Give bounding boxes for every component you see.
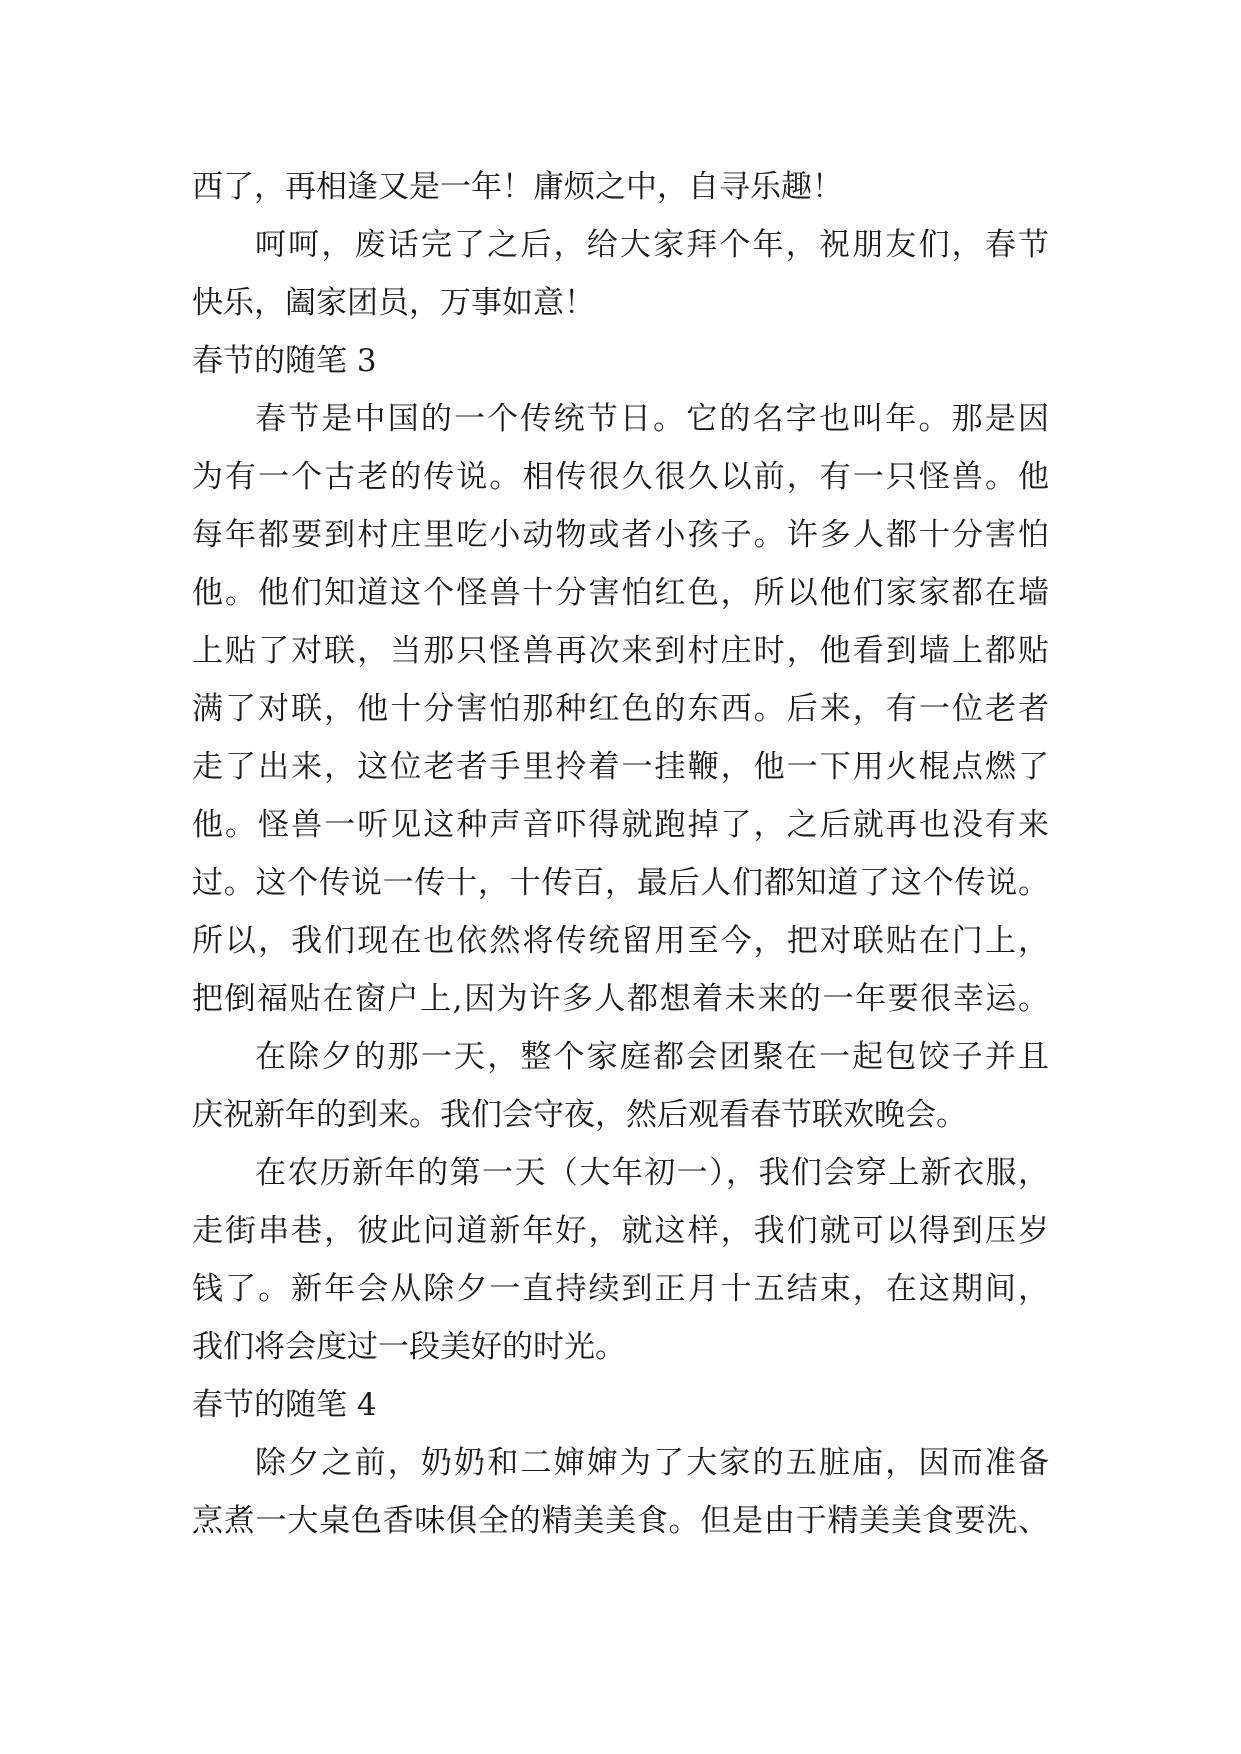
text-line: 我们将会度过一段美好的时光。 (192, 1329, 626, 1365)
paragraph-first-line: 呵呵，废话完了之后，给大家拜个年，祝朋友们，春节 (255, 227, 1049, 263)
text-line: 西了，再相逢又是一年！庸烦之中，自寻乐趣！ (192, 169, 843, 205)
text-line: 为有一个古老的传说。相传很久很久以前，有一只怪兽。他 (192, 459, 1049, 495)
text-line: 他。他们知道这个怪兽十分害怕红色，所以他们家家都在墙 (192, 575, 1049, 611)
text-line: 每年都要到村庄里吃小动物或者小孩子。许多人都十分害怕 (192, 517, 1049, 553)
text-line: 走了出来，这位老者手里拎着一挂鞭，他一下用火棍点燃了 (192, 749, 1049, 785)
paragraph-first-line: 在农历新年的第一天（大年初一），我们会穿上新衣服， (255, 1155, 1049, 1191)
document-body (192, 158, 1049, 1550)
text-line: 过。这个传说一传十，十传百，最后人们都知道了这个传说。 (192, 865, 1049, 901)
text-line: 快乐，阖家团员，万事如意！ (192, 285, 595, 321)
text-line: 烹煮一大桌色香味俱全的精美美食。但是由于精美美食要洗、 (192, 1503, 1049, 1539)
text-line: 走街串巷，彼此问道新年好，就这样，我们就可以得到压岁 (192, 1213, 1049, 1249)
paragraph-first-line: 春节是中国的一个传统节日。它的名字也叫年。那是因 (255, 401, 1049, 437)
text-line: 上贴了对联，当那只怪兽再次来到村庄时，他看到墙上都贴 (192, 633, 1049, 669)
text-line: 所以，我们现在也依然将传统留用至今，把对联贴在门上， (192, 923, 1049, 959)
text-line: 满了对联，他十分害怕那种红色的东西。后来，有一位老者 (192, 691, 1049, 727)
text-line: 钱了。新年会从除夕一直持续到正月十五结束，在这期间， (192, 1271, 1049, 1307)
section-heading-3: 春节的随笔 3 (192, 343, 377, 379)
paragraph-first-line: 除夕之前，奶奶和二婶婶为了大家的五脏庙，因而准备 (255, 1445, 1049, 1481)
text-line: 他。怪兽一听见这种声音吓得就跑掉了，之后就再也没有来 (192, 807, 1049, 843)
paragraph-first-line: 在除夕的那一天，整个家庭都会团聚在一起包饺子并且 (255, 1039, 1049, 1075)
text-line: 把倒福贴在窗户上,因为许多人都想着未来的一年要很幸运。 (192, 981, 1049, 1017)
section-heading-4: 春节的随笔 4 (192, 1387, 377, 1423)
text-line: 庆祝新年的到来。我们会守夜，然后观看春节联欢晚会。 (192, 1097, 967, 1133)
